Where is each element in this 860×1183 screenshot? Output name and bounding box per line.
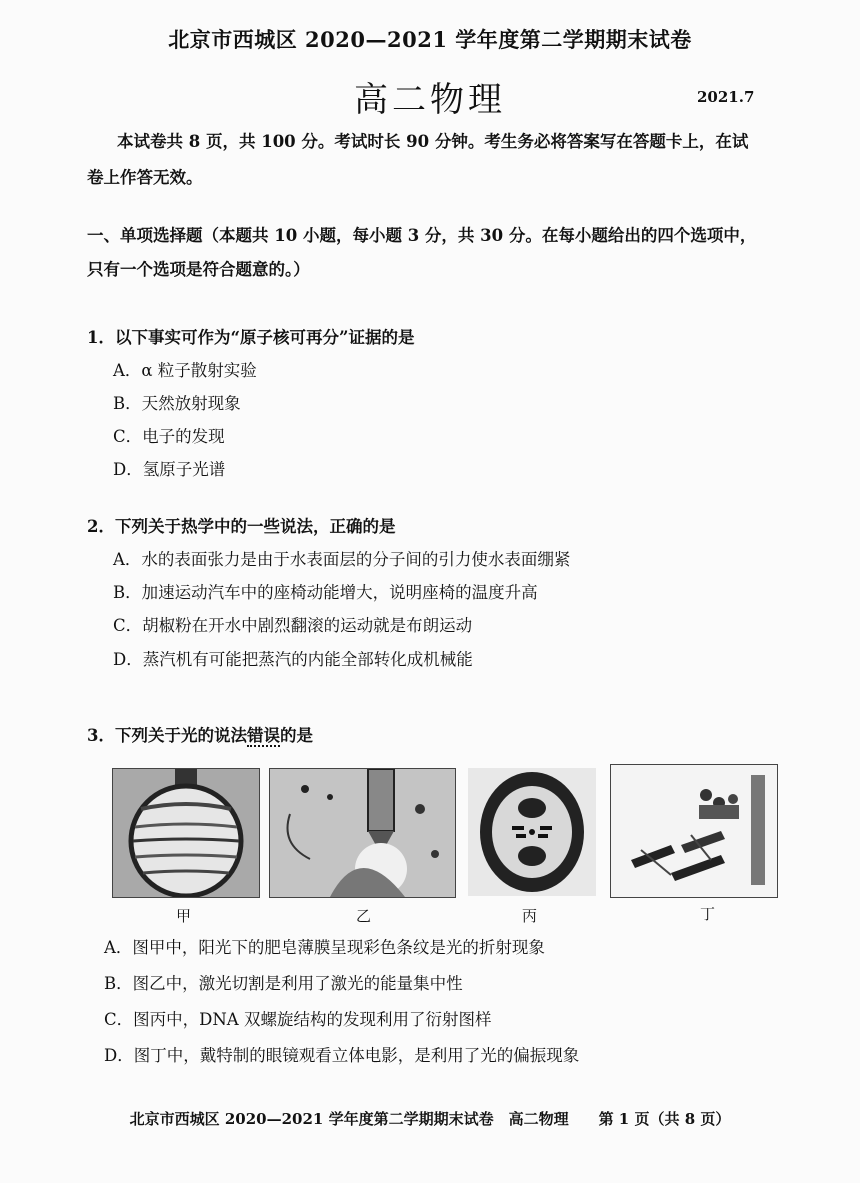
- question-1-option-b: B．天然放射现象: [113, 394, 241, 413]
- question-2-option-c: C．胡椒粉在开水中剧烈翻滚的运动就是布朗运动: [113, 616, 473, 635]
- figure-yi-laser-cutting: [269, 768, 456, 898]
- exam-title: 北京市西城区 2020—2021 学年度第二学期期末试卷: [168, 27, 692, 52]
- subject-title: 高二物理: [354, 80, 506, 120]
- question-1-option-c: C．电子的发现: [113, 427, 225, 446]
- question-1-option-a: A．α 粒子散射实验: [113, 361, 257, 380]
- intro-line-2: 卷上作答无效。: [87, 168, 203, 187]
- figure-label-jia: 甲: [176, 907, 192, 925]
- figure-label-yi: 乙: [356, 907, 372, 925]
- question-2-stem: 2．下列关于热学中的一些说法，正确的是: [87, 517, 396, 536]
- figure-bing-dna-diffraction: [468, 768, 596, 896]
- figure-label-bing: 丙: [522, 907, 538, 925]
- intro-line-1: 本试卷共 8 页，共 100 分。考试时长 90 分钟。考生务必将答案写在答题卡上，在试: [117, 132, 749, 151]
- question-3-emphasis: 错误: [246, 726, 280, 745]
- exam-date: 2021.7: [697, 88, 755, 106]
- question-2-option-b: B．加速运动汽车中的座椅动能增大，说明座椅的温度升高: [113, 583, 538, 602]
- question-3-stem-suffix: 的是: [279, 726, 313, 745]
- figure-label-ding: 丁: [700, 905, 716, 923]
- question-3-stem: [87, 722, 313, 746]
- question-3-option-d: D．图丁中，戴特制的眼镜观看立体电影，是利用了光的偏振现象: [104, 1046, 580, 1065]
- figure-jia-soap-film: [112, 768, 260, 898]
- figure-ding-polarized-glasses: [610, 764, 778, 898]
- question-2-option-a: A．水的表面张力是由于水表面层的分子间的引力使水表面绷紧: [113, 550, 571, 569]
- section-heading-line-1: 一、单项选择题（本题共 10 小题，每小题 3 分，共 30 分。在每小题给出的四个选项中，: [87, 226, 757, 245]
- question-3-option-a: A．图甲中，阳光下的肥皂薄膜呈现彩色条纹是光的折射现象: [104, 938, 545, 957]
- question-2-option-d: D．蒸汽机有可能把蒸汽的内能全部转化成机械能: [113, 650, 473, 669]
- question-3-option-c: C．图丙中，DNA 双螺旋结构的发现利用了衍射图样: [104, 1010, 492, 1029]
- question-3-stem-prefix: 3．下列关于光的说法: [87, 726, 247, 745]
- question-1-option-d: D．氢原子光谱: [113, 460, 226, 479]
- page-footer: 北京市西城区 2020—2021 学年度第二学期期末试卷 高二物理 第 1 页（共 8 页）: [129, 1110, 731, 1128]
- question-3-option-b: B．图乙中，激光切割是利用了激光的能量集中性: [104, 974, 463, 993]
- question-1-stem: 1．以下事实可作为“原子核可再分”证据的是: [87, 328, 415, 347]
- section-heading-line-2: 只有一个选项是符合题意的。）: [87, 260, 310, 279]
